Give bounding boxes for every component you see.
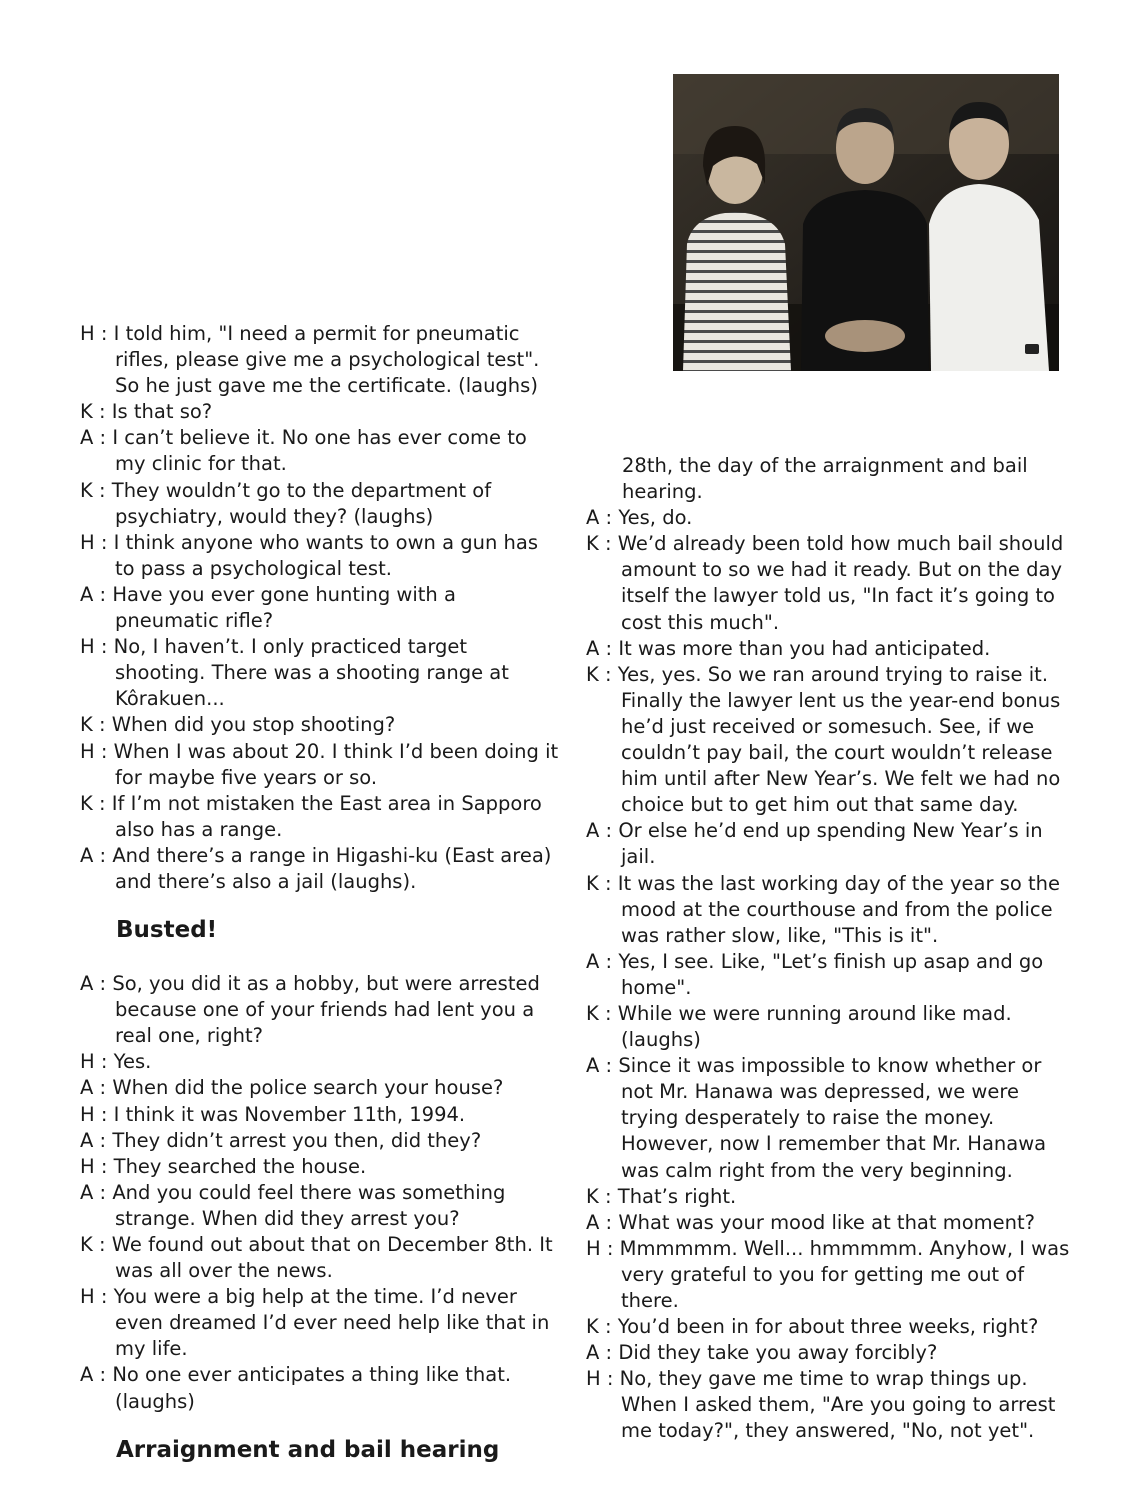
dialogue-turn: A : They didn’t arrest you then, did they? [80,1128,482,1152]
dialogue-turn: A : Yes, do. [586,506,693,530]
dialogue-turn: K : If I’m not mistaken the East area in Sapporo also has a range. [80,791,542,841]
dialogue-turn: H : They searched the house. [80,1154,367,1178]
section-heading: Arraignment and bail hearing [116,1436,500,1463]
dialogue-turn: A : No one ever anticipates a thing like that. (laughs) [80,1363,512,1413]
photo-illustration [673,74,1059,371]
dialogue-turn: K : Is that so? [80,400,213,424]
dialogue-turn: H : No, they gave me time to wrap things up. When I asked them, "Are you going to arrest me today?", they answered, "No, not yet". [586,1367,1056,1443]
dialogue-turn: A : What was your mood like at that moment? [586,1210,1035,1234]
dialogue-turn: H : When I was about 20. I think I’d been doing it for maybe five years or so. [80,739,559,789]
dialogue-turn: K : It was the last working day of the year so the mood at the courthouse and from the police was rather slow, like, "This is it". [586,871,1060,947]
dialogue-turn: A : Since it was impossible to know whether or not Mr. Hanawa was depressed, we were trying desperately to raise the money. However, now I remember that Mr. Hanawa was calm right from the very beginning. [586,1054,1047,1182]
dialogue-turn: K : We’d already been told how much bail should amount to so we had it ready. But on the day itself the lawyer told us, "In fact it’s going to cost this much". [586,532,1064,634]
dialogue-turn: H : Mmmmmm. Well... hmmmmm. Anyhow, I was very grateful to you for getting me out of there. [586,1236,1070,1312]
dialogue-turn: K : While we were running around like mad. (laughs) [586,1001,1012,1052]
dialogue-turn: K : They wouldn’t go to the department of psychiatry, would they? (laughs) [80,478,492,528]
dialogue-turn: H : No, I haven’t. I only practiced target shooting. There was a shooting range at Kôrakuen... [80,635,509,711]
dialogue-turn: A : So, you did it as a hobby, but were arrested because one of your friends had lent you a real one, right? [80,972,540,1048]
dialogue-turn: A : And there’s a range in Higashi-ku (East area) and there’s also a jail (laughs). [80,843,552,893]
dialogue-turn: H : I told him, "I need a permit for pneumatic rifles, please give me a psychological test". So he just gave me the certificate. (laughs) [80,322,540,398]
dialogue-turn: K : That’s right. [586,1184,737,1208]
dialogue-turn: H : I think it was November 11th, 1994. [80,1102,466,1126]
dialogue-turn: A : Or else he’d end up spending New Year’s in jail. [586,819,1043,869]
dialogue-turn: K : When did you stop shooting? [80,713,396,737]
dialogue-turn: A : I can’t believe it. No one has ever come to my clinic for that. [80,426,527,476]
dialogue-continuation: 28th, the day of the arraignment and bail hearing. [622,454,1028,504]
right-column [586,453,1076,1445]
dialogue-turn: H : Yes. [80,1050,152,1074]
interview-photo [673,74,1059,371]
dialogue-turn: A : It was more than you had anticipated. [586,636,991,660]
dialogue-turn: K : Yes, yes. So we ran around trying to raise it. Finally the lawyer lent us the year-end bonus he’d just received or somesuch. See, if we couldn’t pay bail, the court wouldn’t release him until after New Year’s. We felt we had no choice but to get him out that same day. [586,662,1061,817]
dialogue-turn: H : You were a big help at the time. I’d never even dreamed I’d ever need help like that in my life. [80,1285,550,1361]
dialogue-turn: A : When did the police search your house? [80,1076,504,1100]
dialogue-turn: K : We found out about that on December 8th. It was all over the news. [80,1233,553,1283]
dialogue-turn: K : You’d been in for about three weeks, right? [586,1315,1039,1339]
dialogue-turn: A : Did they take you away forcibly? [586,1341,938,1365]
dialogue-turn: A : Have you ever gone hunting with a pneumatic rifle? [80,582,456,633]
left-column [80,321,560,1465]
dialogue-turn: H : I think anyone who wants to own a gun has to pass a psychological test. [80,530,539,580]
dialogue-turn: A : Yes, I see. Like, "Let’s finish up asap and go home". [586,949,1044,999]
section-heading: Busted! [116,917,218,944]
dialogue-turn: A : And you could feel there was something strange. When did they arrest you? [80,1180,506,1230]
